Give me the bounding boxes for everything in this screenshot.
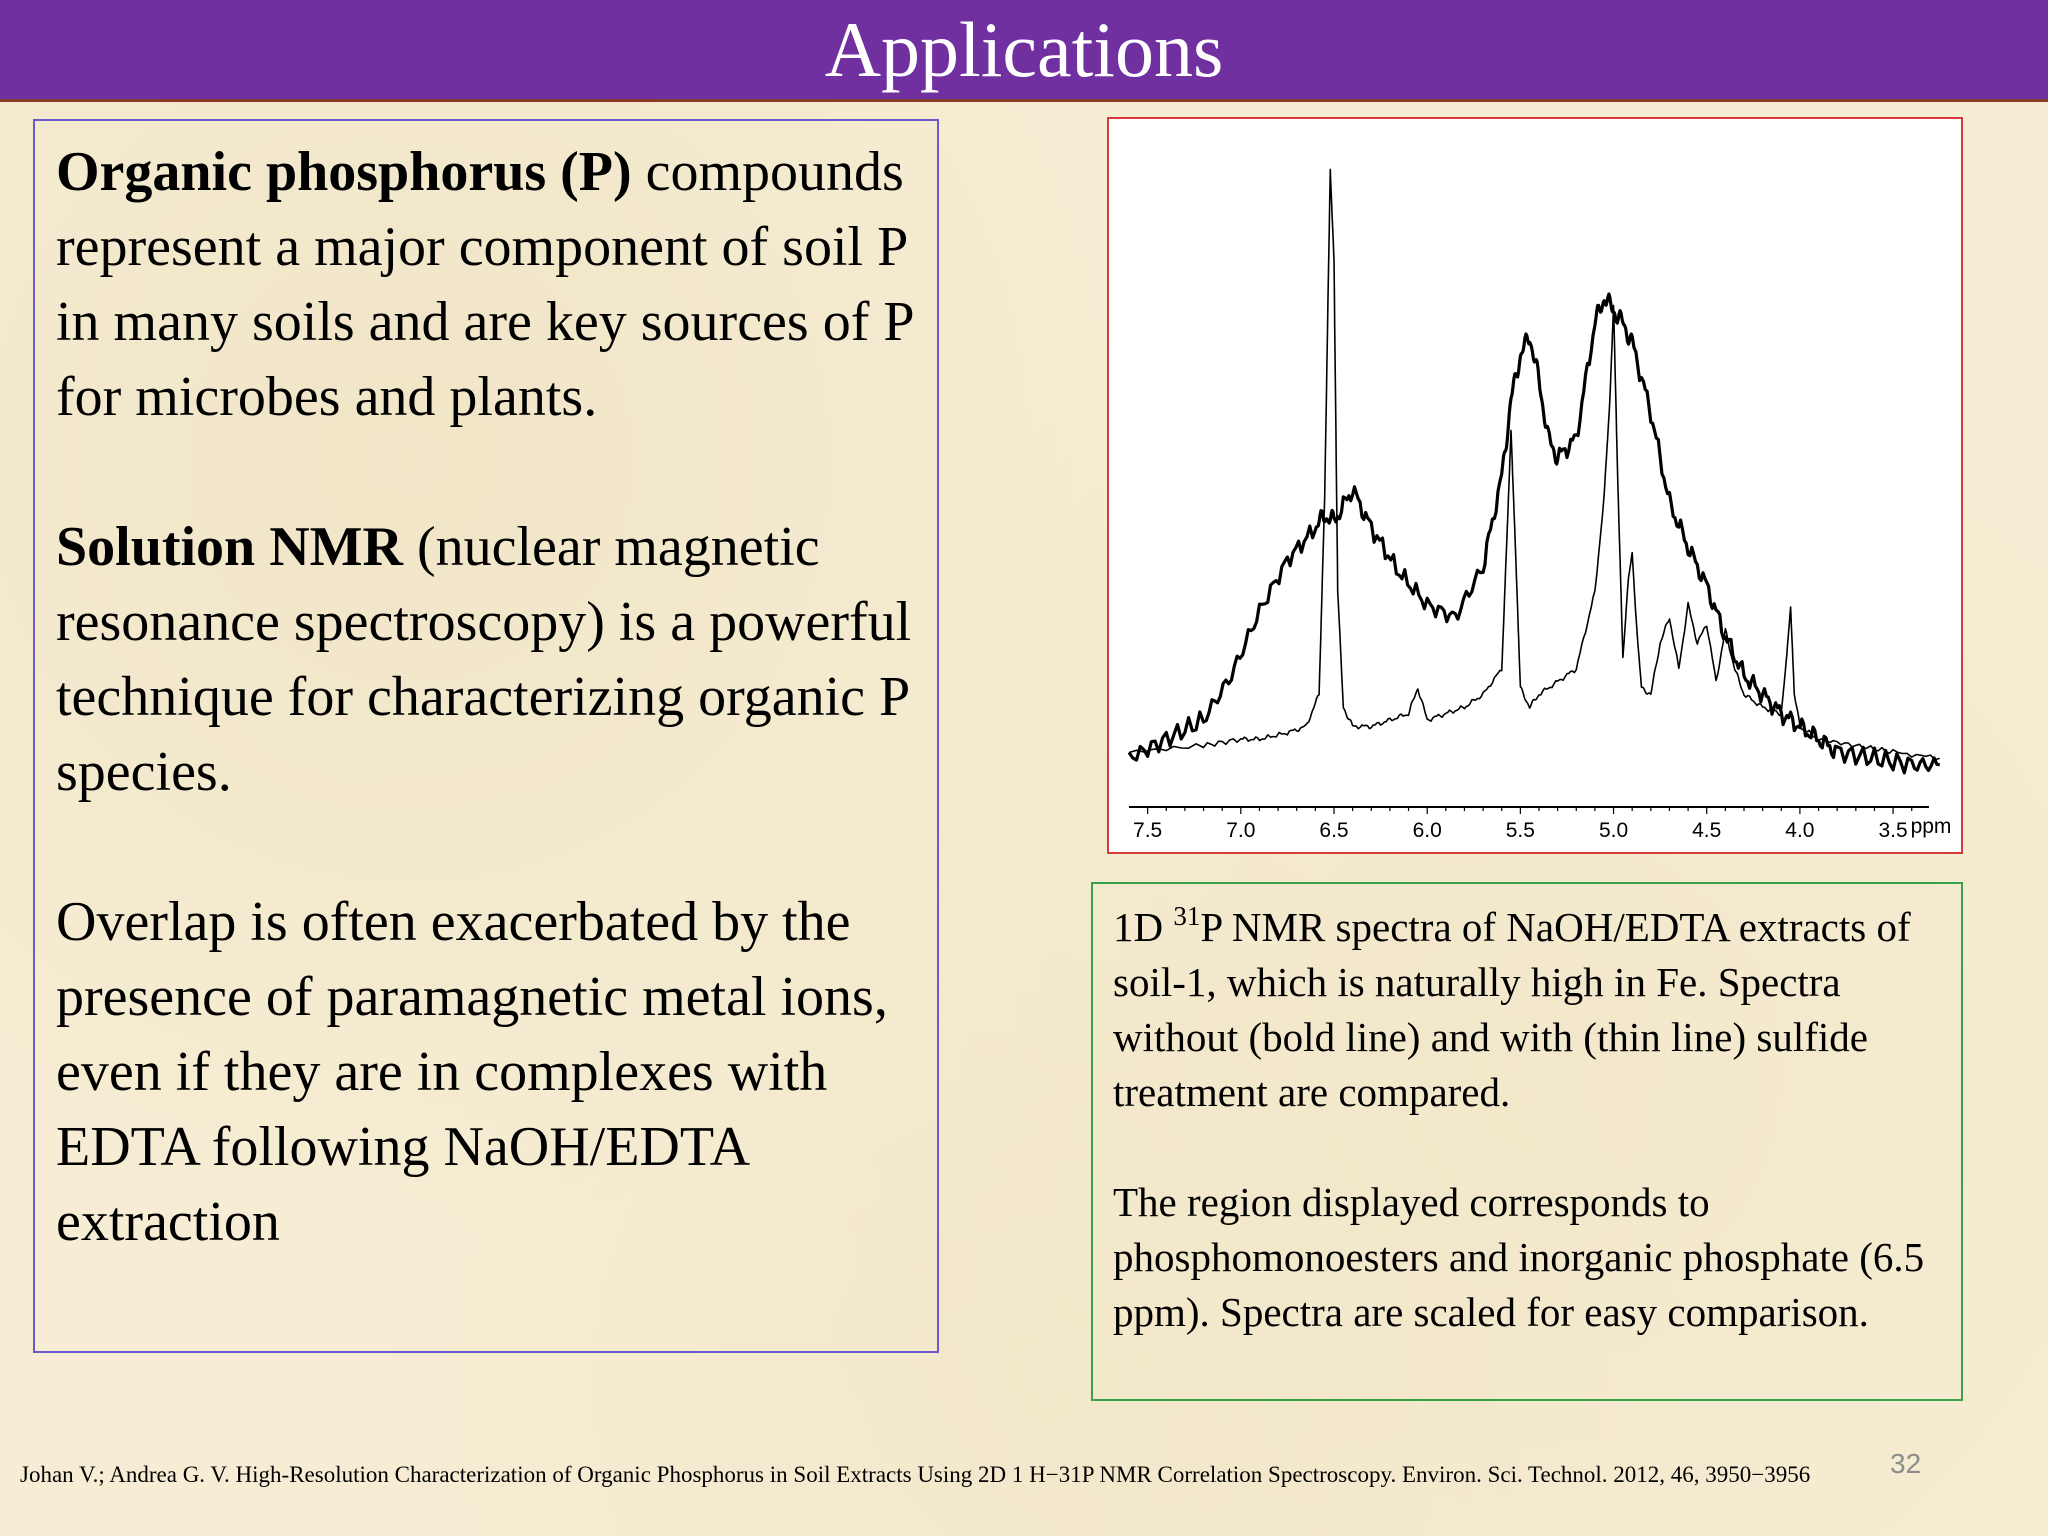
caption-paragraph-1 (1113, 900, 1941, 1120)
bold-term-organic-phosphorus: Organic phosphorus (P) (56, 141, 632, 203)
series-line-thin (1129, 169, 1940, 759)
bold-term-solution-nmr: Solution NMR (56, 516, 403, 578)
x-tick-label: 4.5 (1692, 819, 1722, 842)
caption-box (1091, 882, 1963, 1401)
caption-text-a: 1D (1113, 904, 1174, 950)
caption-paragraph-2: The region displayed corresponds to phosphomonoesters and inorganic phosphate (6.5 ppm). Spectra are scaled for easy comparison. (1113, 1179, 1925, 1335)
x-tick-label: 4.0 (1785, 819, 1815, 842)
x-tick-label: 3.5 (1878, 819, 1908, 842)
x-tick-label: 7.0 (1226, 819, 1256, 842)
x-tick-label: 6.0 (1412, 819, 1442, 842)
reference-citation: Johan V.; Andrea G. V. High-Resolution Characterization of Organic Phosphorus in Soil Extracts Using 2D 1 H−31P NMR Correlation Spectroscopy. Environ. Sci. Technol. 2012, 46, 3950−3956 (20, 1462, 1811, 1487)
caption-superscript: 31 (1173, 901, 1201, 931)
main-text-box (33, 119, 939, 1353)
x-tick-label: 5.0 (1598, 819, 1629, 842)
title-bar (0, 0, 2048, 102)
paragraph-1-text: compounds represent a major component of soil P in many soils and are key sources of P for microbes and plants. (56, 141, 913, 428)
nmr-spectrum-chart (1107, 117, 1963, 854)
paragraph-overlap: Overlap is often exacerbated by the presence of paramagnetic metal ions, even if they are in complexes with EDTA following NaOH/EDTA extraction (56, 891, 888, 1253)
paragraph-solution-nmr (56, 510, 917, 810)
paragraph-2-text: (nuclear magnetic resonance spectroscopy) is a powerful technique for characterizing organic P species. (56, 516, 912, 803)
slide-title: Applications (824, 6, 1224, 93)
chart-svg (1109, 119, 1961, 852)
x-tick-label: 5.5 (1505, 819, 1535, 842)
caption-text-b: P NMR spectra of NaOH/EDTA extracts of soil-1, which is naturally high in Fe. Spectra without (bold line) and with (thin line) sulfide treatment are compared. (1113, 904, 1911, 1115)
x-tick-label: 7.5 (1133, 819, 1163, 842)
page-number: 32 (1890, 1448, 1922, 1479)
series-line-bold (1129, 294, 1940, 773)
paragraph-organic-phosphorus (56, 135, 917, 435)
x-tick-label: 6.5 (1319, 819, 1349, 842)
x-axis-label: ppm (1910, 815, 1952, 838)
